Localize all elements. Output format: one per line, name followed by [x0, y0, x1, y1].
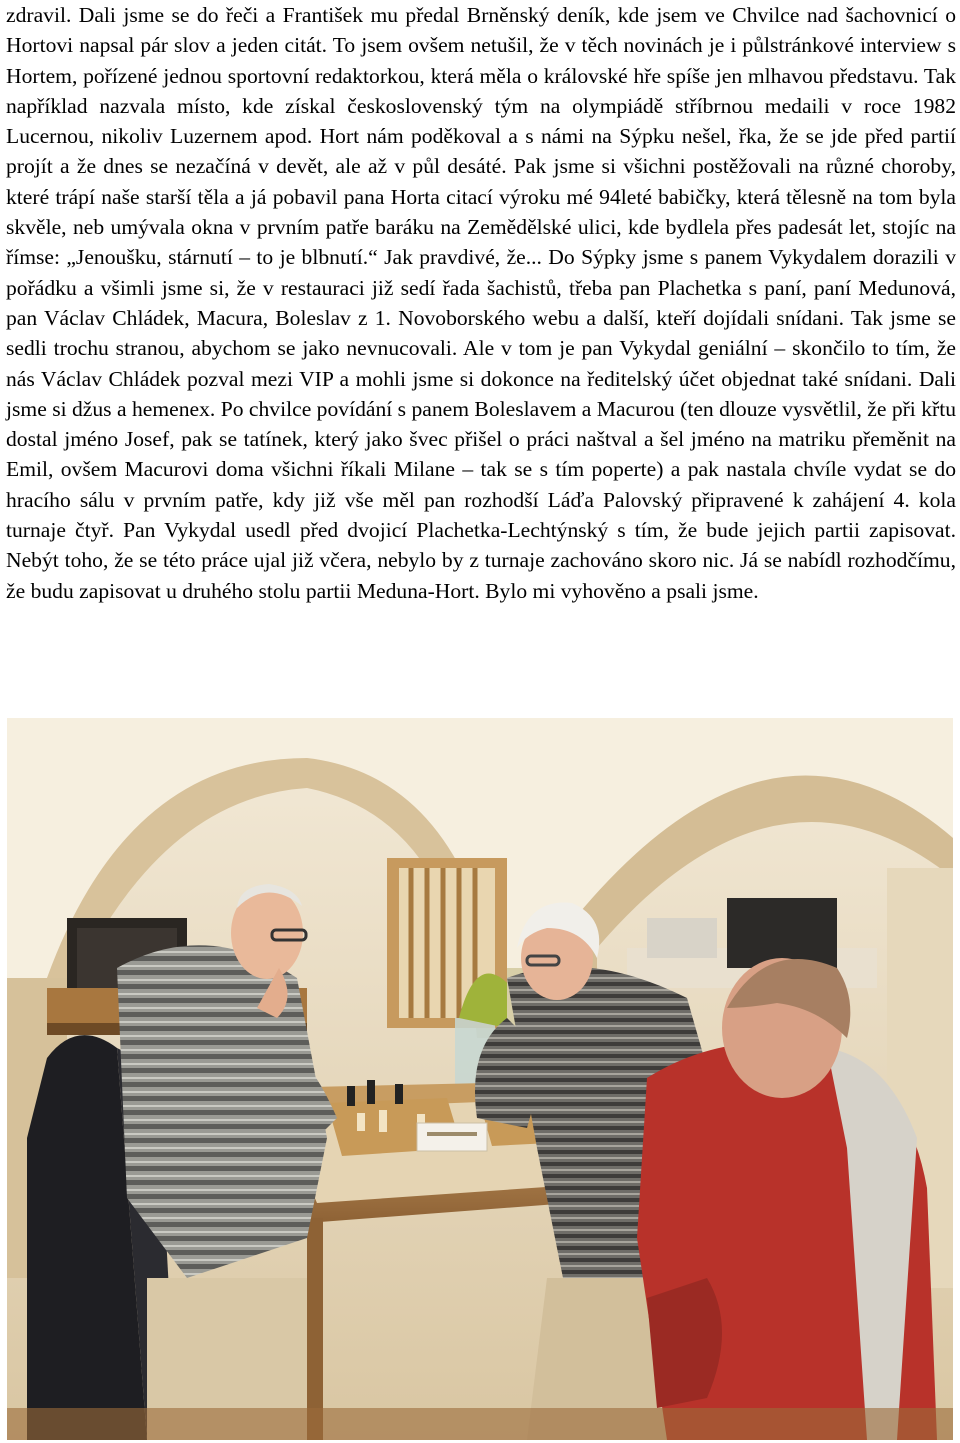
article-paragraph: zdravil. Dali jsme se do řeči a František mu předal Brněnský deník, kde jsem ve Chvilce nad šachovnicí o Hortovi napsal pár slov a jeden citát. To jsem ovšem netušil, že v těch novinách je i půlstránkové interview s Hortem, pořízené jednou sportovní redaktorkou, která měla o královské hře spíše jen mlhavou představu. Tak například nazvala místo, kde získal československý tým na olympiádě stříbrnou medaili v roce 1982 Lucernou, nikoliv Luzernem apod. Hort nám poděkoval a s námi na Sýpku nešel, řka, že se jde před partií projít a že dnes se nezačíná v devět, ale až v půl desáté. Pak jsme si všichni postěžovali na různé choroby, které trápí naše starší těla a já pobavil pana Horta citací výroku mé 94leté babičky, která tělesně na tom byla skvěle, neb umývala okna v prvním patře baráku na Zemědělské ulici, kde bydlela přes padesát let, stojíc na římse: „Jenoušku, stárnutí – to je blbnutí.“ Jak pravdivé, že... Do Sýpky jsme s panem Vykydalem dorazili v pořádku a všimli jsme si, že v restauraci již sedí řada šachistů, třeba pan Plachetka s paní, paní Medunová, pan Václav Chládek, Macura, Boleslav z 1. Novoborského webu a další, kteří dojídali snídani. Tak jsme se sedli trochu stranou, abychom se jako nevnucovali. Ale v tom je pan Vykydal geniální – skončilo to tím, že nás Václav Chládek pozval mezi VIP a mohli jsme si dokonce na ředitelský účet objednat také snídani. Dali jsme si džus a hemenex. Po chvilce povídání s panem Boleslavem a Macurou (ten dlouze vysvětlil, že při křtu dostal jméno Josef, pak se tatínek, který jako švec přišel o práci naštval a šel jméno na matriku přeměnit na Emil, ovšem Macurovi doma všichni říkali Milane – tak se s tím poperte) a pak nastala chvíle vydat se do hracího sálu v prvním patře, kdy již vše měl pan rozhodší Láďa Palovský připravené k zahájení 4. kola turnaje čtyř. Pan Vykydal usedl před dvojicí Plachetka-Lechtýnský s tím, že bude jejich partii zapisovat. Nebýt toho, že se této práce ujal již včera, nebylo by z turnaje zachováno skoro nic. Já se nabídl rozhodčímu, že budu zapisovat u druhého stolu partii Meduna-Hort. Bylo mi vyhověno a psali jsme.: [6, 3, 956, 603]
article-text: [6, 0, 956, 606]
photo-illustration: [7, 718, 953, 1440]
chess-game-photo: [7, 718, 953, 1440]
